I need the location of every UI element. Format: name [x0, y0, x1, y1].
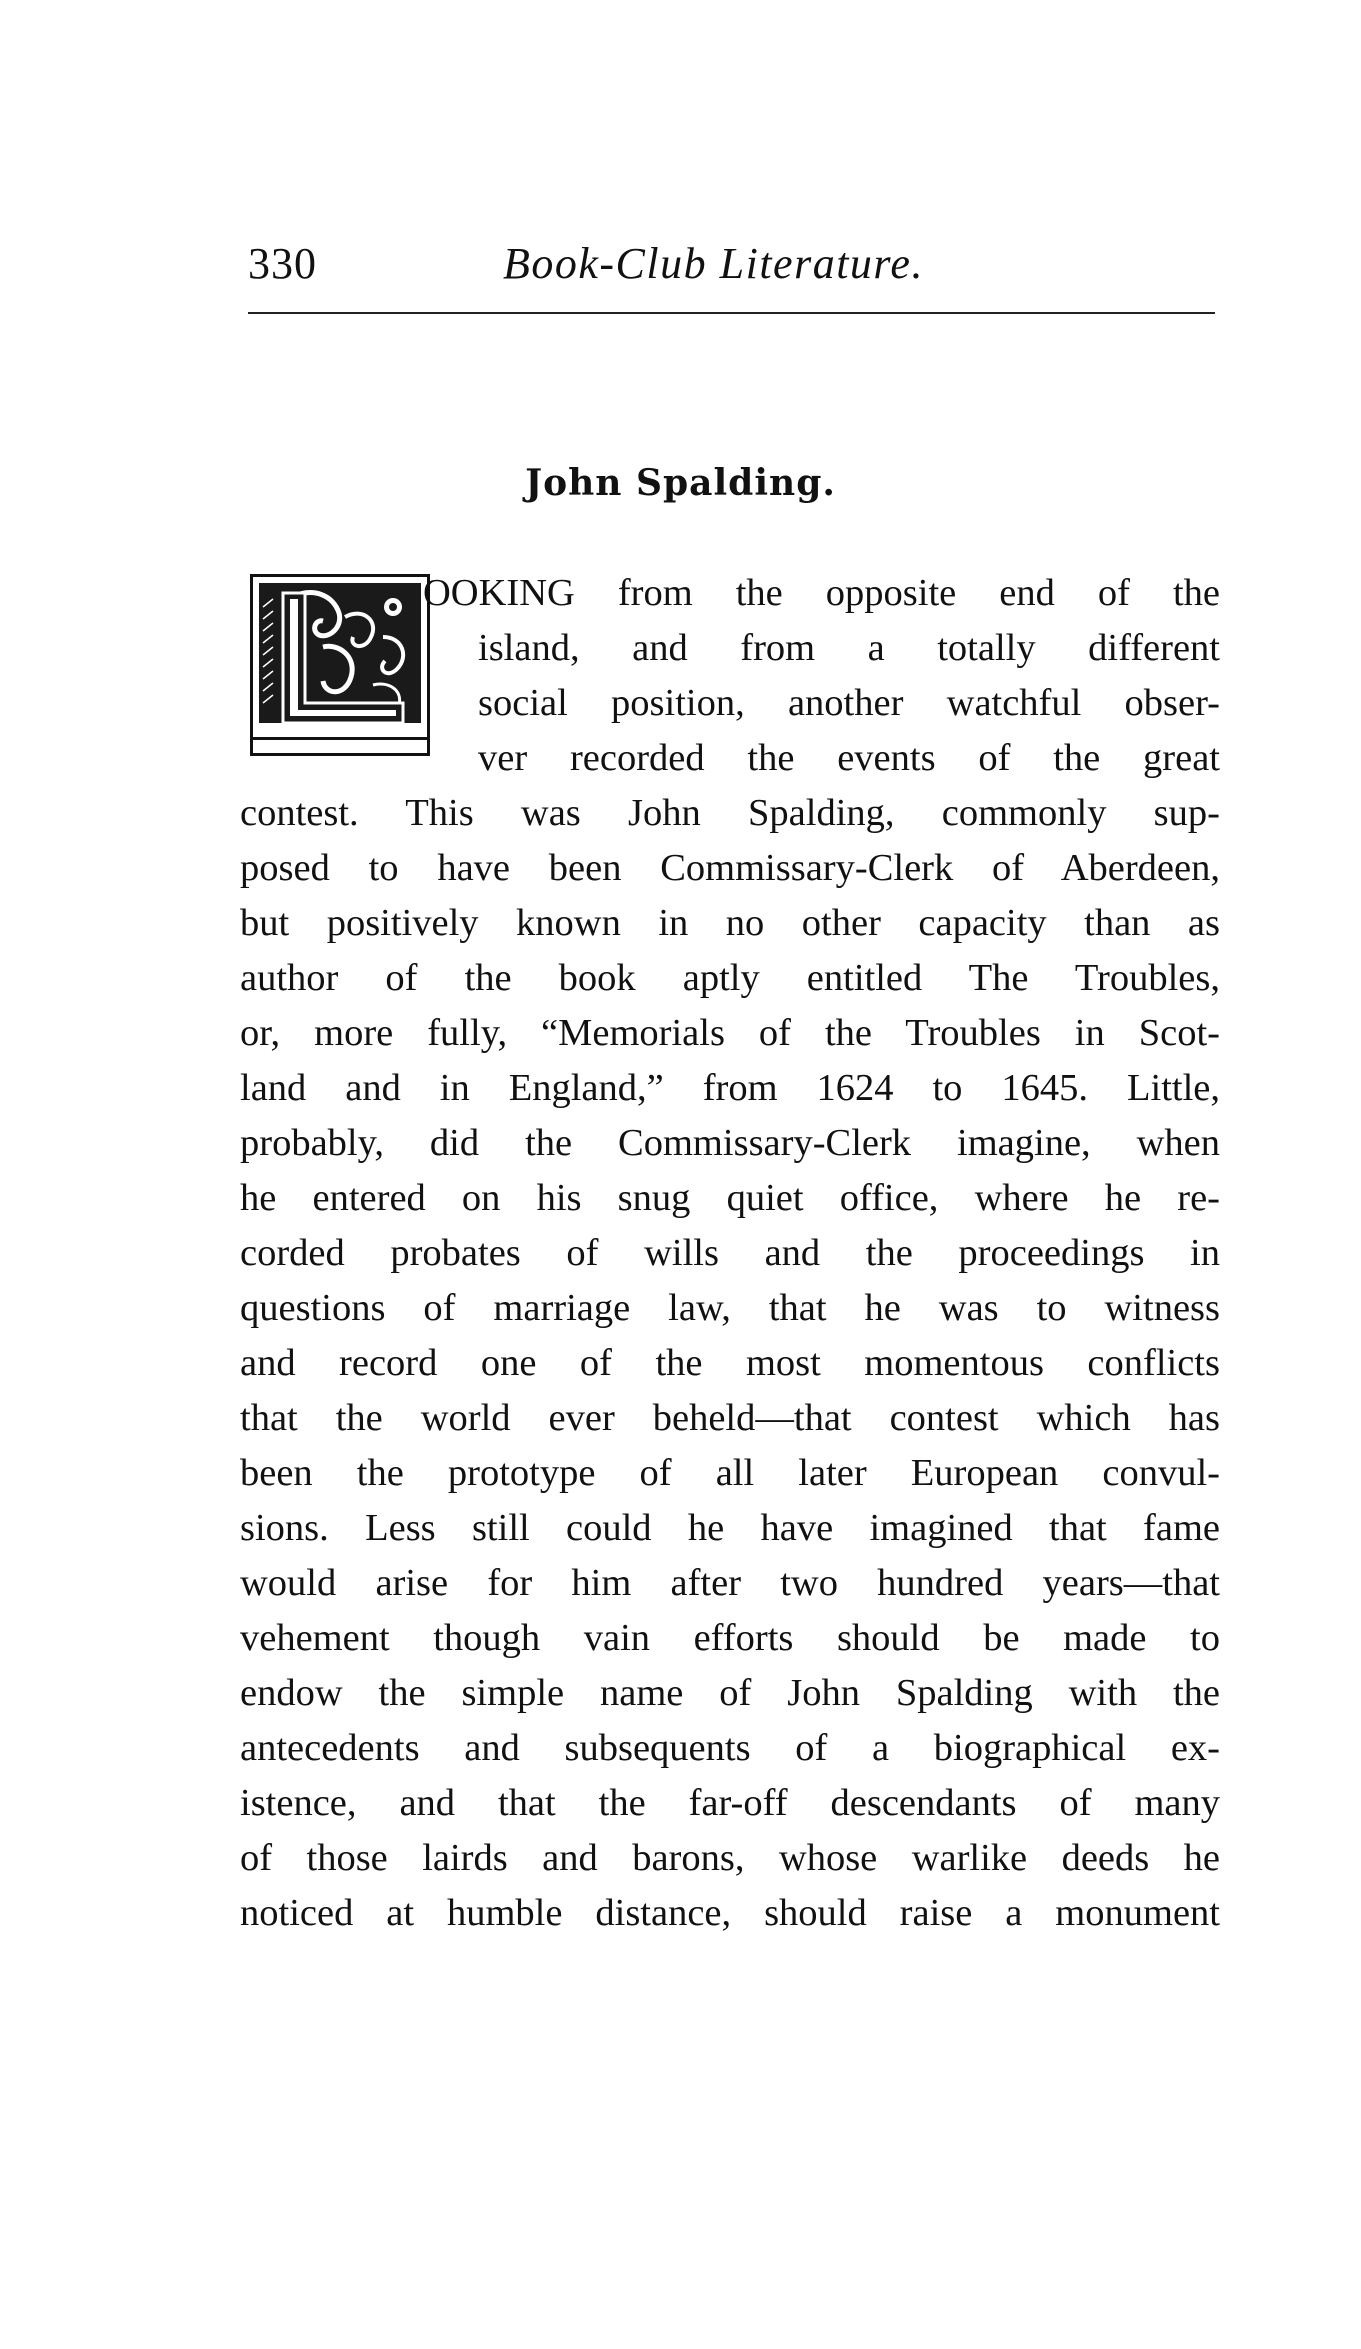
text-line: questions of marriage law, that he was to witness — [240, 1287, 1220, 1329]
text-line: posed to have been Commissary-Clerk of Aberdeen, — [240, 847, 1220, 889]
text-line: vehement though vain efforts should be made to — [240, 1617, 1220, 1659]
text-line: been the prototype of all later European convul- — [240, 1452, 1220, 1494]
text-line: sions. Less still could he have imagined that fame — [240, 1507, 1220, 1549]
page-number: 330 — [248, 239, 317, 288]
book-title: Book-Club Literature. — [503, 239, 924, 288]
text-line: of those lairds and barons, whose warlike deeds he — [240, 1837, 1220, 1879]
text-line: would arise for him after two hundred years—that — [240, 1562, 1220, 1604]
ornamental-initial-icon — [253, 577, 427, 753]
text-line: istence, and that the far-off descendants of many — [240, 1782, 1220, 1824]
running-head — [248, 238, 1215, 298]
header-rule — [248, 312, 1215, 314]
text-line: probably, did the Commissary-Clerk imagine, when — [240, 1122, 1220, 1164]
text-line: island, and from a totally different — [478, 627, 1220, 669]
text-line: that the world ever beheld—that contest which has — [240, 1397, 1220, 1439]
text-line: OOKING from the opposite end of the — [423, 572, 1220, 614]
text-line: antecedents and subsequents of a biographical ex- — [240, 1727, 1220, 1769]
text-line: and record one of the most momentous conflicts — [240, 1342, 1220, 1384]
text-line: author of the book aptly entitled The Troubles, — [240, 957, 1220, 999]
text-line: contest. This was John Spalding, commonly sup- — [240, 792, 1220, 834]
section-title: John Spalding. — [525, 462, 836, 504]
text-line: he entered on his snug quiet office, where he re- — [240, 1177, 1220, 1219]
text-line: corded probates of wills and the proceedings in — [240, 1232, 1220, 1274]
text-line: land and in England,” from 1624 to 1645. Little, — [240, 1067, 1220, 1109]
text-line: social position, another watchful obser- — [478, 682, 1220, 724]
text-line: or, more fully, “Memorials of the Troubles in Scot- — [240, 1012, 1220, 1054]
text-line: ver recorded the events of the great — [478, 737, 1220, 779]
text-line: noticed at humble distance, should raise a monument — [240, 1892, 1220, 1934]
text-line: endow the simple name of John Spalding with the — [240, 1672, 1220, 1714]
drop-cap-initial — [250, 574, 430, 756]
text-line: but positively known in no other capacity than as — [240, 902, 1220, 944]
